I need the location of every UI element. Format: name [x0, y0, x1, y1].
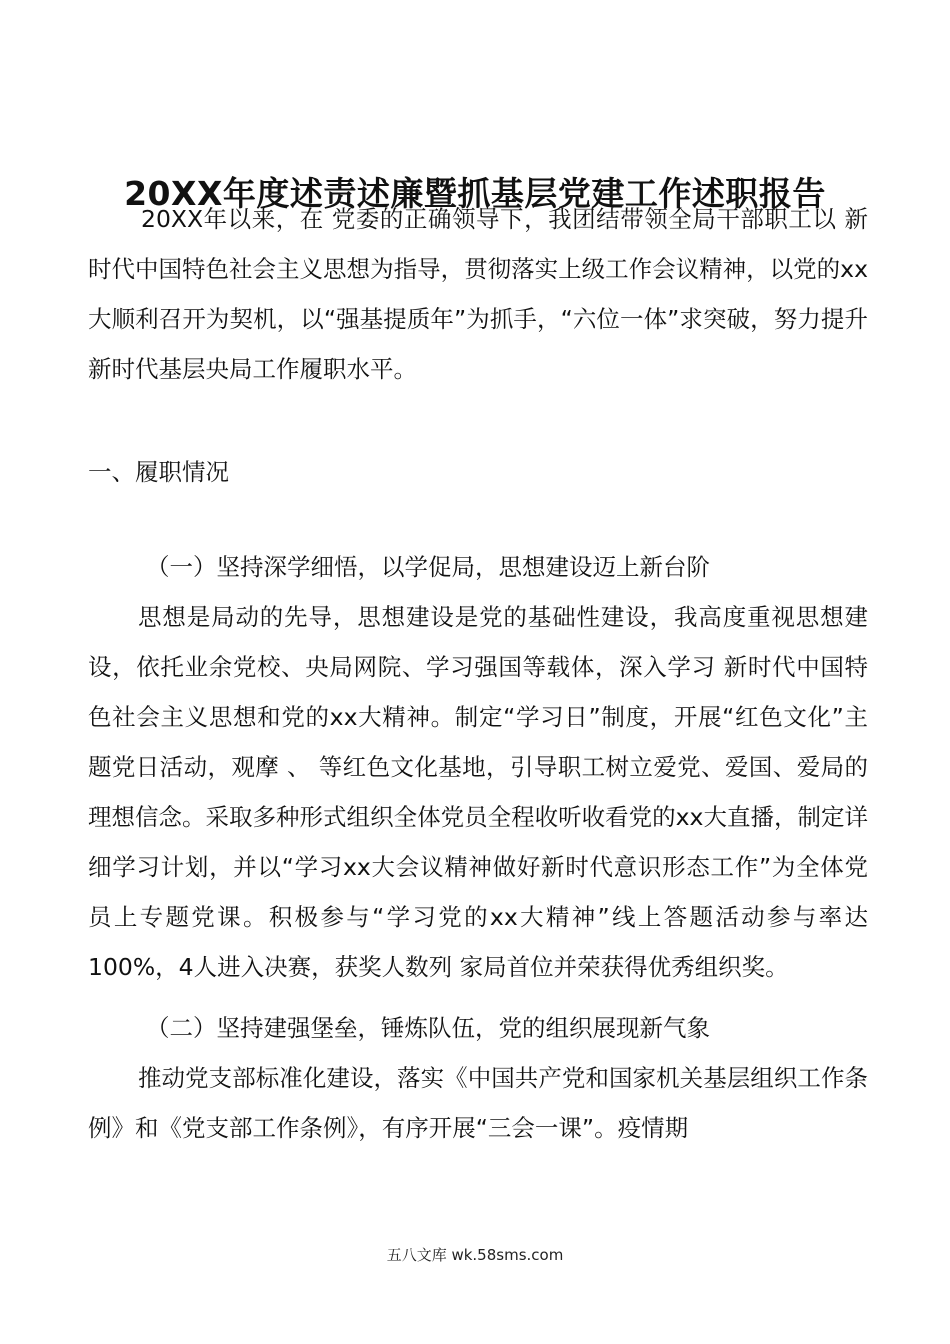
footer-watermark: 五八文库 wk.58sms.com [386, 1246, 564, 1264]
subsection-heading-organization: （二）坚持建强堡垒，锤炼队伍，党的组织展现新气象 [146, 1014, 710, 1042]
paragraph-ideology: 思想是局动的先导，思想建设是党的基础性建设，我高度重视思想建设，依托业余党校、央局网院、学习强国等载体，深入学习 新时代中国特色社会主义思想和党的xx大精神。制定“学习日”制度，开展“红色文化”主题党日活动，观摩 、 等红色文化基地，引导职工树立爱党、爱国、爱局的理想信念。采取多种形式组织全体党员全程收听收看党的xx大直播，制定详细学习计划，并以“学习xx大会议精神做好新时代意识形态工作”为全体党员上专题党课。积极参与“学习党的xx大精神”线上答题活动参与率达100%，4人进入决赛，获奖人数列 家局首位并荣获得优秀组织奖。 [88, 603, 868, 981]
intro-paragraph: 20XX年以来，在 党委的正确领导下，我团结带领全局干部职工以 新时代中国特色社会主义思想为指导，贯彻落实上级工作会议精神，以党的xx大顺利召开为契机，以“强基提质年”为抓手，“六位一体”求突破，努力提升新时代基层央局工作履职水平。 [88, 205, 868, 383]
paragraph-organization: 推动党支部标准化建设，落实《中国共产党和国家机关基层组织工作条例》和《党支部工作条例》，有序开展“三会一课”。疫情期 [88, 1064, 868, 1142]
subsection-heading-ideology: （一）坚持深学细悟，以学促局，思想建设迈上新台阶 [146, 553, 710, 581]
section-heading-performance: 一、履职情况 [88, 458, 229, 486]
document-title: 20XX年度述责述廉暨抓基层党建工作述职报告 [124, 174, 826, 214]
